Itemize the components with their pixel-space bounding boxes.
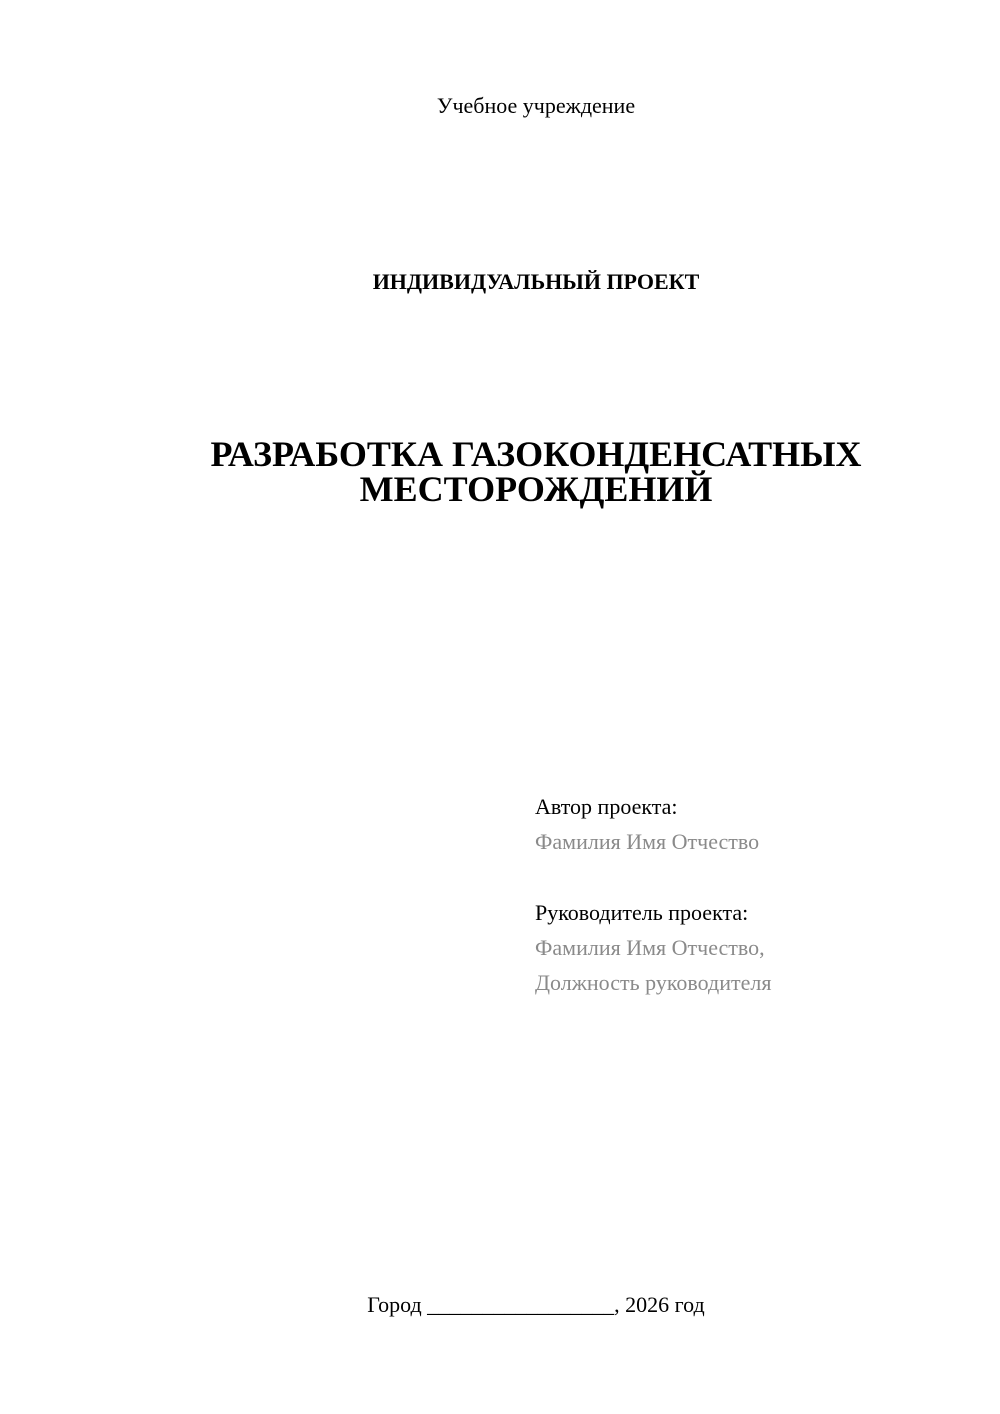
supervisor-label: Руководитель проекта: — [535, 900, 749, 925]
supervisor-name: Фамилия Имя Отчество, — [535, 935, 765, 960]
institution-name: Учебное учреждение — [436, 93, 636, 118]
project-info-block — [535, 789, 975, 1000]
author-name: Фамилия Имя Отчество — [535, 829, 760, 854]
project-title-line-1: РАЗРАБОТКА ГАЗОКОНДЕНСАТНЫХ — [210, 434, 862, 474]
project-title-line-2: МЕСТОРОЖДЕНИЙ — [359, 469, 713, 509]
city-year-line: Город _________________, 2026 год — [367, 1292, 705, 1317]
document-type: ИНДИВИДУАЛЬНЫЙ ПРОЕКТ — [372, 269, 700, 294]
author-label: Автор проекта: — [535, 794, 678, 819]
project-title — [0, 434, 1000, 509]
supervisor-position: Должность руководителя — [535, 970, 772, 995]
spacer — [535, 859, 975, 895]
